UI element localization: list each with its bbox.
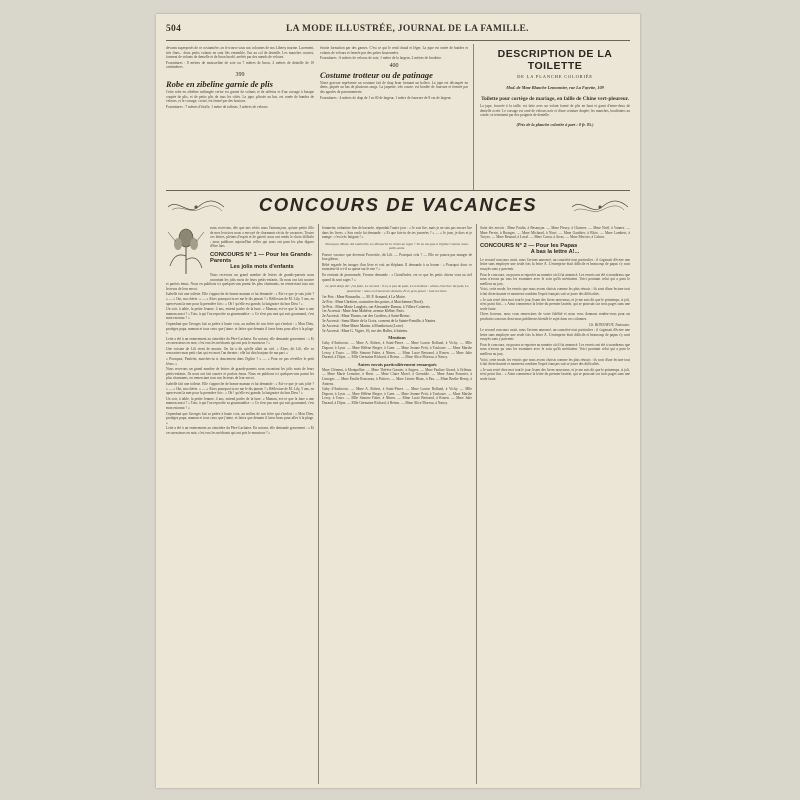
costume-paragraph: Notre gravure représente un costume fait de drap brun formant un boléro. La jupe est découpée en dents, piquée au bas de plusieurs rangs. La jaquette, très courte, est bordée de fourrure et fermée par des agrafes de passementerie.	[320, 80, 468, 94]
concours-2-paragraph-c: Voici, cette mode, les envois que nous avons choisis comme les plus réussis : ils sont d'une lecture tout à fait divertissante et montrent combien l'esprit français sait se jouer des difficultés.	[480, 287, 630, 296]
middle-paragraph-b: Pauvre vacance que devenait Prosertite, dit Lili. — Pourquoi cela ? — Elle ne pourra pas manger de bon gâteau.	[322, 252, 472, 262]
banner-rule-top	[166, 190, 630, 191]
concours-2-paragraph-e: Chers lecteurs, nous vous remercions de votre fidélité et nous vous donnons rendez-vous pour un prochain concours dont nous publierons bientôt le sujet dans ces colonnes.	[480, 312, 630, 321]
signature: Ch. BONNAFOY, Toutousin.	[589, 322, 630, 327]
middle-paragraph-c: Bébé regarde les images d'un livre et voit un éléphant. Il demande à sa bonne : « Pourquoi donc ce monsieur-là a-t-il sa queue sur le nez ? »	[322, 262, 472, 272]
mentions-heading: Mentions	[388, 335, 406, 341]
costume-heading	[320, 63, 468, 80]
right-names-paragraph: Suite des envois : Mme Paulin, à Besançon. — Mme Fleury, à Chartres. — Mme Noël, à Vannes. — Mme Perrin, à Bourges. — Mme Michaud, à Niort. — Mme Gauthier, à Blois. — Mme Lambert, à Troyes. — Mme Renaud, à Laval. — Mme Caron, à Arras. — Mme Mercier, à Cahors.	[480, 226, 630, 240]
page-number: 504	[166, 24, 182, 34]
concours-1-paragraph-e-cont: Lette a été à un enterrement au cimetière du Père-Lachaise. En sortant, elle demande gravement : « Et ces messieurs en noir, c'est eux les méchants qui ont pris le monsieur ? »	[166, 426, 314, 435]
winner-entry: 1er Accessit : Mme Jean Maltérie, avenue Kléber, Paris.	[322, 309, 405, 314]
concours-1-paragraph-a: Nous recevons un grand nombre de lettres de grands-parents nous racontant les jolis mots de leurs petits-enfants. Ils nous ont fait sourire et parfois émus. Nous en publions ici quelques-uns parmi les plus charmants, en remerciant tous nos lecteurs de leur envoi.	[166, 272, 314, 291]
concours-1-subheading: Les jolis mots d'enfants	[230, 263, 294, 270]
concours-column-1	[166, 226, 314, 786]
costume-title: Costume trotteur ou de patinage	[320, 69, 433, 80]
winner-entry: 4e Accessit : Mme Marie Martin, à Montbrison (Loire).	[322, 323, 404, 328]
concours-2-paragraph-c-cont: Voici, cette mode, les envois que nous avons choisis comme les plus réussis : ils sont d'une lecture tout à fait divertissante et montrent combien l'esprit français sait se jouer des difficultés.	[480, 357, 630, 367]
verse-a: Pourquoi, Minet, dis Gabrielle, Le dimanche tu restes au logis ? Tu ne vas pas à l'église Comme nous, petits amis.	[325, 241, 469, 251]
robe-supply: Fournitures : 7 mètres d'étoffe, 1 mètre de taffetas, 3 mètres de velours.	[166, 104, 269, 109]
robe-title: Robe en zibeline garnie de plis	[166, 78, 273, 89]
winner-entry: 3e Prix : Mme Marie Langlois, rue Alexandre-Dumas, à Villers-Cotterets.	[322, 304, 431, 309]
concours-title: CONCOURS DE VACANCES	[258, 194, 538, 215]
description-lead: Toilette pour cortège de mariage, en faille de Chine vert-pleureur.	[481, 96, 629, 102]
concours-column-3	[480, 226, 630, 786]
other-heading: Autres envois particulièrement remarqués	[357, 361, 437, 367]
mentions-paragraph: Gaby d'Ambrosio. — Mme A. Robert, à Saint-Pierre. — Mme Louise Rolland, à Vichy. — Mlle Dupont, à Lyon. — Mme Hélène Berger, à Caen. — Mme Jeanne Petit, à Toulouse. — Mme Marthe Leroy, à Tours. — Mlle Simone Fabre, à Nîmes. — Mme Lucie Bertrand, à Rouen. — Mme Julie Durand, à Dijon. — Mlle Germaine Richard, à Reims. — Mme Alice Moreau, à Nancy.	[322, 341, 472, 360]
concours-1-paragraph-f: Une voisine de Lili vient de mourir. On lui a dit qu'elle allait au ciel. « Alors, dit Lili, elle va rencontrer mon petit chat qui est mort l'an dernier ; elle lui dira bonjour de ma part. »	[166, 346, 314, 356]
other-paragraph: Mme Clément, à Montpellier. — Mme Thérèse Garnier, à Angers. — Mme Pauline Girard, à Orléans. — Mme Marie Lemoine, à Brest. — Mme Claire Morel, à Grenoble. — Mme Anna Fournier, à Limoges. — Mme Émilie Rousseau, à Poitiers. — Mme Léonie Blanc, à Pau. — Mme Berthe Henry, à Amiens.	[322, 367, 472, 386]
other-paragraph-cont: Gaby d'Ambrosio. — Mme A. Robert, à Saint-Pierre. — Mme Louise Rolland, à Vichy. — Mlle Dupont, à Lyon. — Mme Hélène Berger, à Caen. — Mme Jeanne Petit, à Toulouse. — Mme Marthe Leroy, à Tours. — Mlle Simone Fabre, à Nîmes. — Mme Lucie Bertrand, à Rouen. — Mme Julie Durand, à Dijon. — Mlle Germaine Richard, à Reims. — Mme Alice Moreau, à Nancy.	[322, 387, 472, 405]
flower-illustration	[166, 226, 206, 276]
middle-supply: Fournitures : 6 mètres de velours de soie, 1 mètre de la largeur, 2 mètres de broderie.	[320, 56, 442, 61]
robe-heading	[166, 72, 314, 89]
concours-2-paragraph-a-cont: Le second concours avait, nous l'avions annoncé, un caractère tout particulier : il s'agissait d'écrire une lettre sans employer une seule fois la lettre A. L'entreprise était difficile et beaucoup de papas s'y sont essayés sans y parvenir.	[480, 328, 630, 342]
middle-paragraph-d: En rentrant de promenade, Yvonne demande : « Grand'mère, est-ce que les petits chiens vont au ciel quand ils sont sages ? »	[322, 272, 472, 282]
concours-2-heading: CONCOURS N° 2 — Pour les Papas	[480, 242, 578, 249]
robe-paragraph: Cette robe en zibeline mélangée cerise est garnie de volants et de taffetas et d'un corsage à basque coupée de plis, et de petits plis de tous les côtés. La jupe, plissée au bas, est ornée de bandes de velours, et le corsage, croisé, est fermé par des boutons.	[166, 89, 314, 104]
concours-banner	[166, 192, 630, 222]
middle-intro: étroite formation par des ganses. C'est ce qui le rend chaud et léger. La jupe est ornée de bandes et volants de velours et fermée par des pattes boutonnées.	[320, 46, 468, 55]
toilette-description	[480, 48, 630, 188]
robe-number: 399	[235, 71, 245, 78]
top-left-column	[166, 46, 314, 188]
page-header	[166, 24, 630, 38]
supply-paragraph: Fournitures : 8 mètres de mousseline de soie ou 7 mètres de linon, 2 mètres de dentelle de 10 centimètres.	[166, 60, 314, 70]
winner-entry: 2e Prix : Mme Chrétien, couturière des postes, à Marchienne (Nord).	[322, 299, 424, 304]
concours-1-paragraph-c-cont: Un soir, à table, la petite Jeanne, 4 ans, entend parler de la lune. « Maman, est-ce que la lune a une maman aussi ? » Toto, à qui l'on reproche sa gourmandise : « Ce n'est pas moi qui suis gourmand, c'est mon estomac ! »	[166, 396, 314, 410]
costume-supply: Fournitures : 4 mètres de drap de 1 m 40 de largeur, 1 mètre de fourrure de 8 cm de largeur.	[320, 95, 452, 100]
concours-1-paragraph-e: Lette a été à un enterrement au cimetière du Père-Lachaise. En sortant, elle demande gravement : « Et ces messieurs en noir, c'est eux les méchants qui ont pris le monsieur ? »	[166, 336, 314, 346]
concours-1-paragraph-d: Cependant que Georges fait sa prière à haute voix, au milieu de son frère qui s'endort : « Mon Dieu, protégez papa, maman et tous ceux que j'aime, et faites que demain il fasse beau pour aller à la plage. »	[166, 321, 314, 336]
concours-1-paragraph-d-cont: Cependant que Georges fait sa prière à haute voix, au milieu de son frère qui s'endort : « Mon Dieu, protégez papa, maman et tous ceux que j'aime, et faites que demain il fasse beau pour aller à la plage. »	[166, 411, 314, 425]
journal-title: LA MODE ILLUSTRÉE, JOURNAL DE LA FAMILLE.	[286, 24, 529, 34]
concours-1-paragraph-b-cont: Isabelle fait une toilette. Elle s'approche de bonne maman et lui demande : « Est-ce que je suis jolie ? » — « Oui, ma chérie. » — « Alors pourquoi tu ne me le dis jamais ? » Réflexion de M. Lily, 5 ans, en apercevant la mer pour la première fois : « Oh ! qu'elle est grande, la baignoire du bon Dieu ! »	[166, 382, 314, 396]
header-rule	[166, 40, 630, 41]
verse-b: Le petit doigt dit : j'ai faim, Le second : il n'y a pas de pain, Le troisième : allons chercher du pain, Le quatrième : nous en trouverons demain, Et le gros pouce : tout ira bien.	[325, 284, 469, 293]
concours-intro: nous recevons, dès que nos récits nous l'annonçons, qu'une petite fille de mes lectrices nous a envoyé de charmants récits de vacances. Toutes ces lettres, pleines d'esprit et de gaieté, nous ont rendu le choix difficile ; nous publions aujourd'hui celles qui nous ont paru les plus dignes d'être lues.	[210, 226, 314, 249]
intro-paragraph: devants superposés de ce costumière, on le trouve sous nos colonnes de nos Liberty marine. Lacement, très fines... deux petits volants en sont liés ensemble, l'un au col de dentelle. Les manches courtes, forment de volants de dentelle et de linon brodé, arrêtés par des nœuds de velours.	[166, 46, 314, 60]
concours-2-paragraph-b-cont: Pour le concours, on pourra se reporter au numéro où il fut annoncé. Les envois ont été si nombreux que nous n'avons pu tous les examiner avec le soin qu'ils méritaient. Voici pourtant celui qui a paru le meilleur au jury.	[480, 342, 630, 357]
description-title: DESCRIPTION DE LA TOILETTE	[497, 48, 613, 72]
concours-1-heading: CONCOURS N° 1 — Pour les Grands-Parents	[210, 251, 313, 264]
costume-number: 400	[389, 62, 399, 69]
concours-column-2	[322, 226, 472, 786]
winner-entry: 1er Prix : Mme Rousselin. — M. P. Armand, à La Motte.	[322, 294, 406, 299]
concours-2-paragraph-b: Pour le concours, on pourra se reporter au numéro où il fut annoncé. Les envois ont été si nombreux que nous n'avons pu tous les examiner avec le soin qu'ils méritaient. Voici pourtant celui qui a paru le meilleur au jury.	[480, 272, 630, 286]
concours-1-paragraph-c: Un soir, à table, la petite Jeanne, 4 ans, entend parler de la lune. « Maman, est-ce que la lune a une maman aussi ? » Toto, à qui l'on reproche sa gourmandise : « Ce n'est pas moi qui suis gourmand, c'est mon estomac ! »	[166, 307, 314, 321]
lower-divider-1	[318, 224, 319, 784]
description-model: Mod. de Mme Blanche Lemonnier, rue La Fayette, 109	[506, 85, 604, 90]
journal-page	[156, 14, 640, 788]
concours-1-paragraph-b: Isabelle fait une toilette. Elle s'approche de bonne maman et lui demande : « Est-ce que je suis jolie ? » — « Oui, ma chérie. » — « Alors pourquoi tu ne me le dis jamais ? » Réflexion de M. Lily, 5 ans, en apercevant la mer pour la première fois : « Oh ! qu'elle est grande, la baignoire du bon Dieu ! »	[166, 292, 314, 306]
concours-2-paragraph-d: « Je suis resté chez moi tout le jour, lisant des livres nouveaux, et je me suis dit que le printemps, si joli, n'est point fini... » Ainsi commence la lettre du premier lauréat, qui se poursuit sur trois pages sans une seule faute.	[480, 297, 630, 311]
middle-paragraph-a: Jeannette, enfantine fine de bavarde, répondait l'autre jour : « Je sais lire, mais je ne sais pas encore lire dans les livres. » Son oncle lui demande : « Et que fais-tu de tes journées ? » — « Je joue, je dors et je mange : c'est très fatigant ! »	[322, 226, 472, 240]
top-column-divider	[473, 44, 474, 190]
lower-divider-2	[476, 224, 477, 784]
winners-list	[322, 295, 472, 333]
winner-entry: 2e Accessit : Mme Thoma, rue des Cordiers, à Saint-Brieuc.	[322, 314, 411, 319]
concours-1-paragraph-g: « Pourquoi, Paulette, marches-tu si doucement dans l'église ? » — « Pour ne pas réveiller le petit Jésus. »	[166, 357, 314, 366]
winner-entry: 3e Accessit : Sœur Marie de la Croix, couvent de la Sainte-Famille, à Nantes.	[322, 318, 437, 323]
banner-ornament-right	[570, 196, 630, 218]
description-price: (Prix de la planche coloriée à part : 0 fr. 85.)	[516, 121, 594, 127]
concours-2-paragraph-a: Le second concours avait, nous l'avions annoncé, un caractère tout particulier : il s'agissait d'écrire une lettre sans employer une seule fois la lettre A. L'entreprise était difficile et beaucoup de papas s'y sont essayés sans y parvenir.	[480, 257, 630, 271]
description-subtitle: DE LA PLANCHE COLORIÉE	[517, 74, 593, 79]
concours-2-subheading: A bas la lettre A!...	[530, 248, 580, 255]
concours-2-paragraph-d-cont: « Je suis resté chez moi tout le jour, lisant des livres nouveaux, et je me suis dit que le printemps, si joli, n'est point fini... » Ainsi commence la lettre du premier lauréat, qui se poursuit sur trois pages sans une seule faute.	[480, 367, 630, 382]
concours-1-paragraph-a-cont: Nous recevons un grand nombre de lettres de grands-parents nous racontant les jolis mots de leurs petits-enfants. Ils nous ont fait sourire et parfois émus. Nous en publions ici quelques-uns parmi les plus charmants, en remerciant tous nos lecteurs de leur envoi.	[166, 367, 314, 381]
winner-entry: 5e Accessit : Mme G. Vigier, 16, rue des Halles, à Saintes.	[322, 328, 408, 333]
top-middle-column	[320, 46, 468, 188]
description-text: La jupe, froncée à la taille, est faite avec un volant formé de plis en haut et garni d'entre-deux de dentelle ocrée. Le corsage est orné de velours noir et d'une ceinture drapée; les manches, bouffantes au coude, se terminent par des poignets de dentelle.	[480, 104, 630, 118]
